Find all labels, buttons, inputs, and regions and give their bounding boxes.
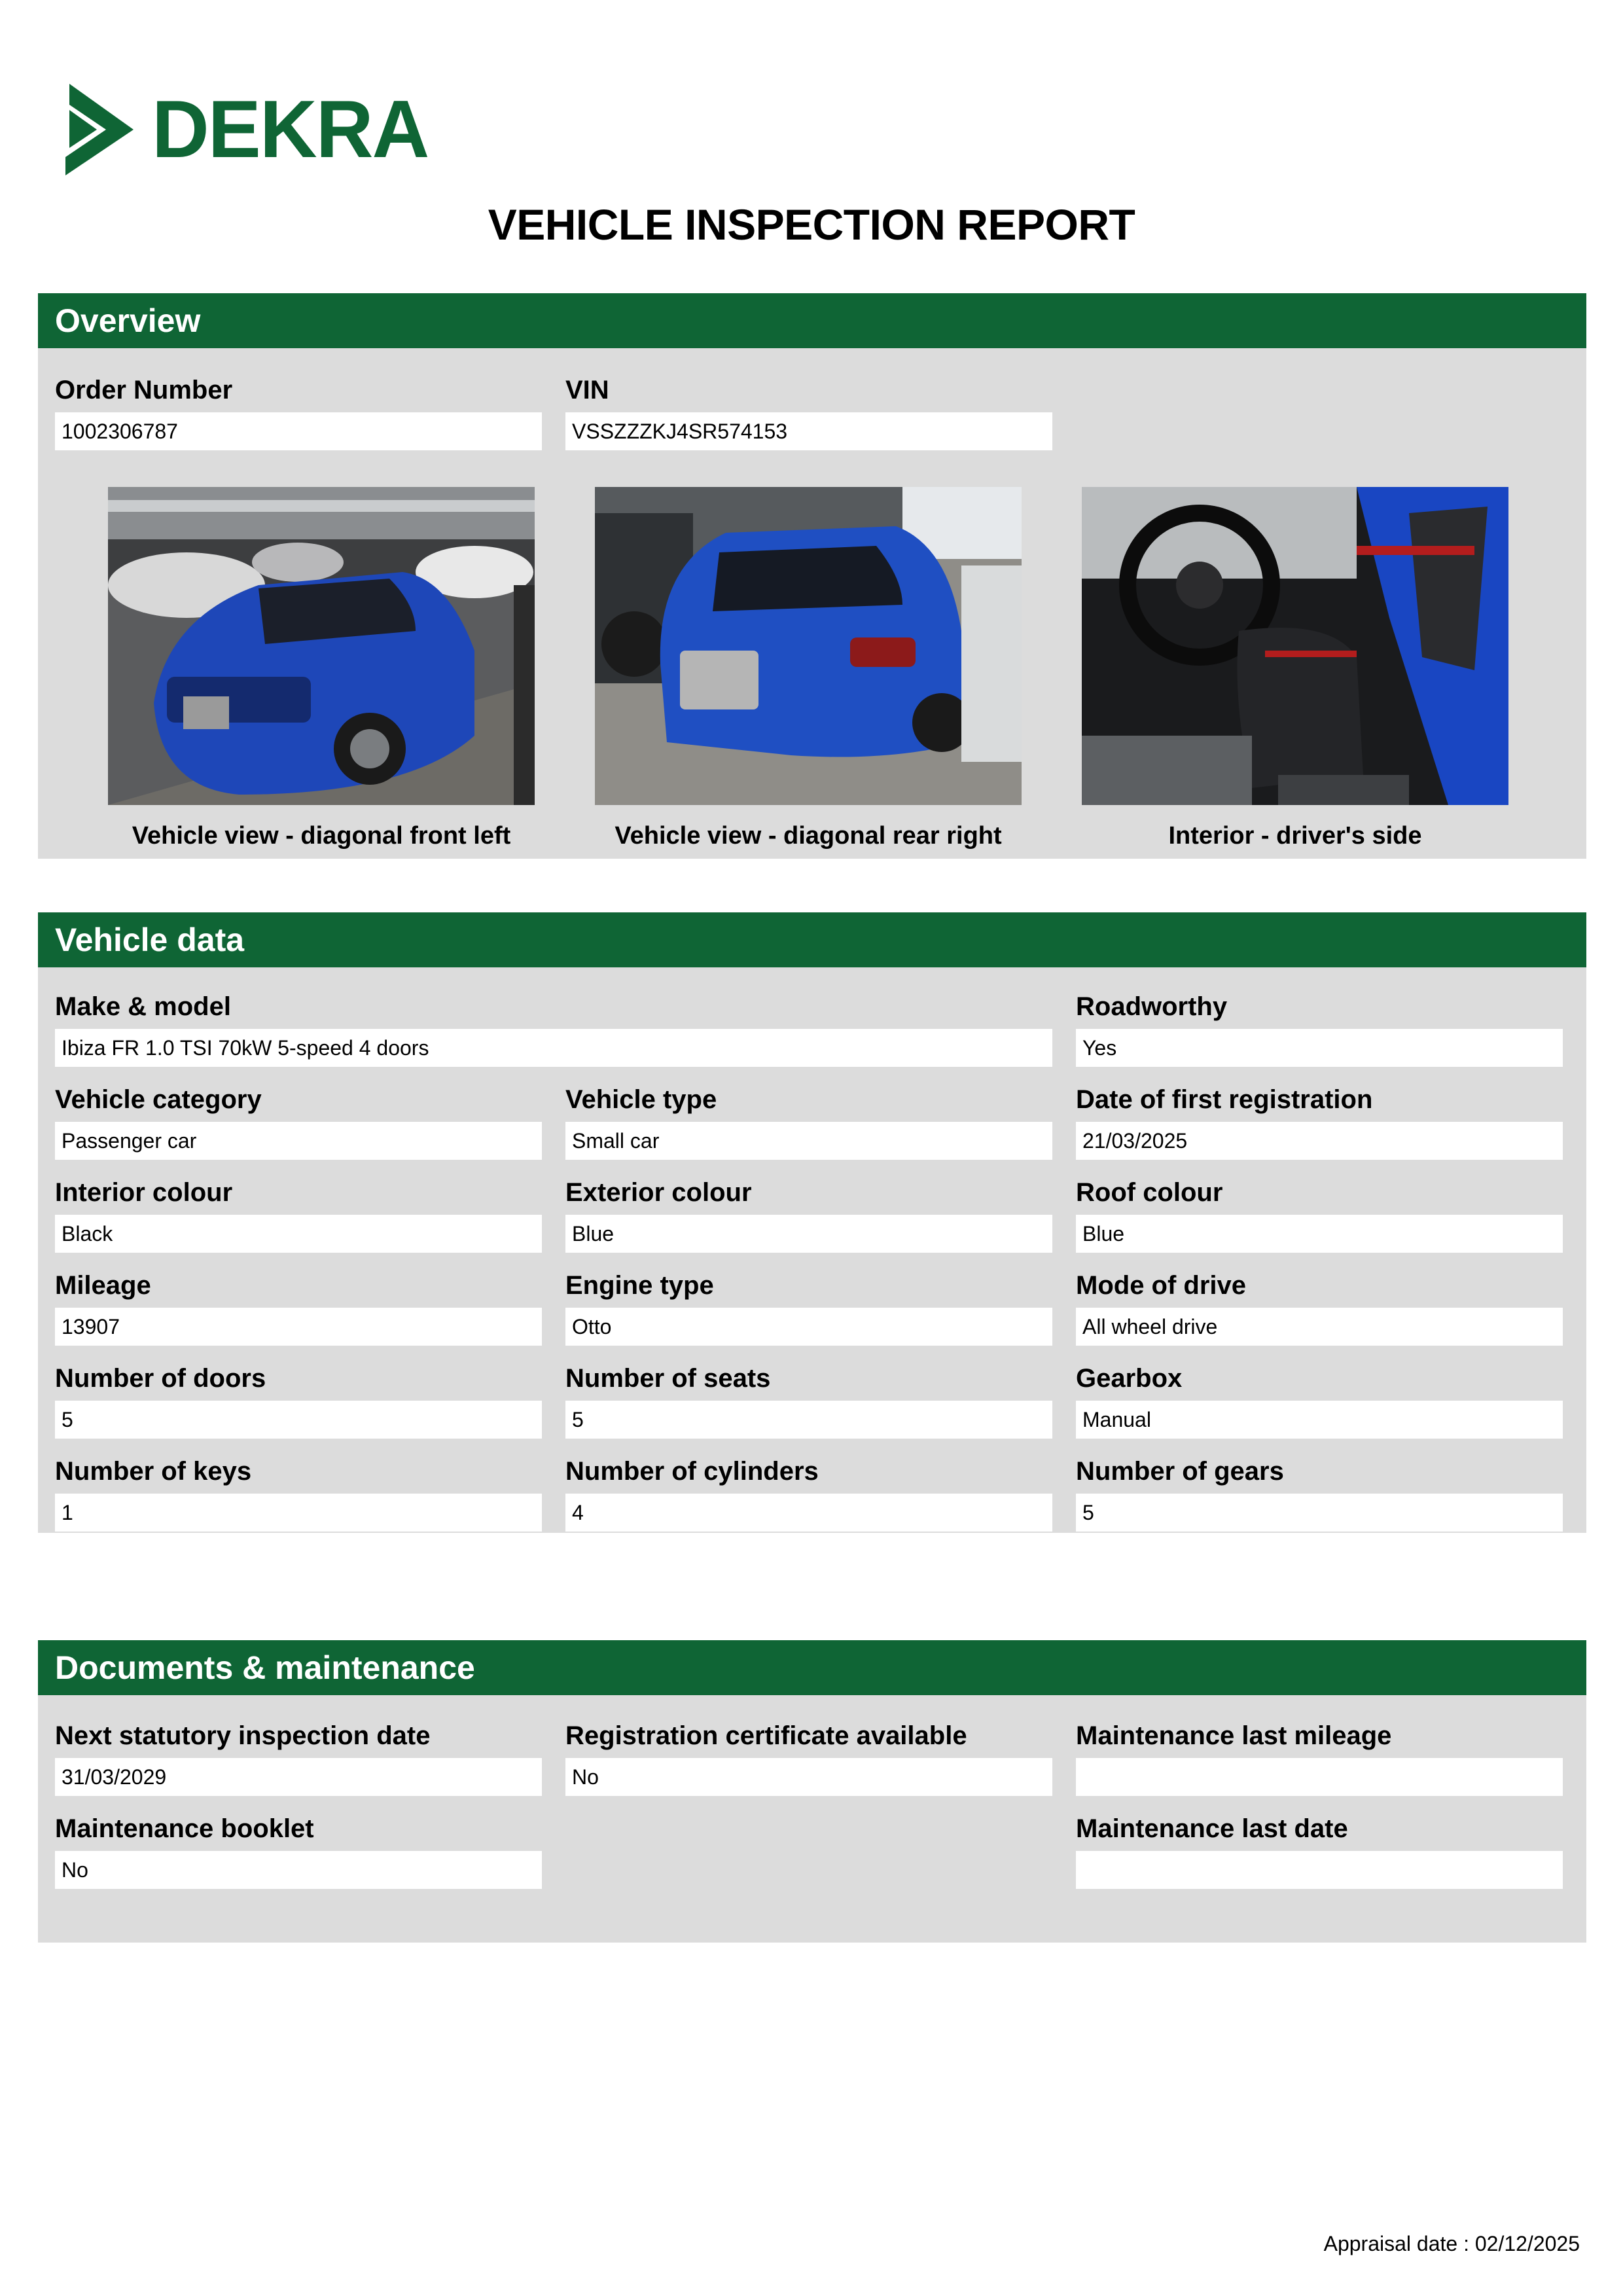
field-label: Interior colour <box>55 1178 233 1207</box>
field-label: Roof colour <box>1076 1178 1223 1207</box>
section-header-vehicle-data: Vehicle data <box>38 912 1586 967</box>
maintenance-last-mileage-field <box>1076 1720 1563 1796</box>
mode-of-drive-field <box>1076 1270 1563 1346</box>
field-label: Next statutory inspection date <box>55 1721 431 1750</box>
field-label: Vehicle category <box>55 1085 262 1114</box>
field-label: Order Number <box>55 376 233 404</box>
brand-name: DEKRA <box>152 84 429 175</box>
documents-section <box>38 1640 1586 1943</box>
field-value: Yes <box>1076 1029 1563 1067</box>
photo-caption: Vehicle view - diagonal front left <box>132 822 511 850</box>
order-number-field <box>55 374 542 450</box>
interior-colour-field <box>55 1177 542 1253</box>
field-label: Mode of drive <box>1076 1271 1247 1300</box>
maintenance-last-date-field <box>1076 1813 1563 1889</box>
field-label: Make & model <box>55 992 231 1021</box>
dekra-mark-icon <box>60 84 134 175</box>
field-value: 1 <box>55 1494 542 1532</box>
field-value: Otto <box>565 1308 1052 1346</box>
field-label: Number of seats <box>565 1364 771 1393</box>
section-header-overview: Overview <box>38 293 1586 348</box>
vehicle-category-field <box>55 1084 542 1160</box>
photo-interior <box>1082 487 1508 850</box>
roof-colour-field <box>1076 1177 1563 1253</box>
field-value <box>1076 1851 1563 1889</box>
field-value: Black <box>55 1215 542 1253</box>
field-label: Number of doors <box>55 1364 266 1393</box>
make-model-field <box>55 991 1052 1067</box>
field-value: No <box>55 1851 542 1889</box>
field-value: 5 <box>565 1401 1052 1439</box>
field-label: Date of first registration <box>1076 1085 1373 1114</box>
number-of-cylinders-field <box>565 1456 1052 1532</box>
roadworthy-field <box>1076 991 1563 1067</box>
field-label: Mileage <box>55 1271 151 1300</box>
first-registration-field <box>1076 1084 1563 1160</box>
car-interior-photo <box>1082 487 1508 805</box>
field-value: VSSZZZKJ4SR574153 <box>565 412 1052 450</box>
field-value: Small car <box>565 1122 1052 1160</box>
dekra-logo <box>60 84 434 175</box>
field-label: Vehicle type <box>565 1085 717 1114</box>
field-value: All wheel drive <box>1076 1308 1563 1346</box>
field-label: Engine type <box>565 1271 714 1300</box>
section-header-documents: Documents & maintenance <box>38 1640 1586 1695</box>
field-value: 13907 <box>55 1308 542 1346</box>
vehicle-type-field <box>565 1084 1052 1160</box>
field-label: Gearbox <box>1076 1364 1183 1393</box>
field-value: Passenger car <box>55 1122 542 1160</box>
car-rear-right-photo <box>595 487 1022 805</box>
appraisal-date: Appraisal date : 02/12/2025 <box>1323 2232 1580 2255</box>
field-label: Maintenance last date <box>1076 1814 1348 1843</box>
field-value: 5 <box>1076 1494 1563 1532</box>
field-label: Exterior colour <box>565 1178 752 1207</box>
field-label: Maintenance last mileage <box>1076 1721 1392 1750</box>
field-label: Roadworthy <box>1076 992 1228 1021</box>
field-label: Number of cylinders <box>565 1457 819 1486</box>
field-label: Registration certificate available <box>565 1721 967 1750</box>
photo-caption: Interior - driver's side <box>1168 822 1422 850</box>
engine-type-field <box>565 1270 1052 1346</box>
gearbox-field <box>1076 1363 1563 1439</box>
maintenance-booklet-field <box>55 1813 542 1889</box>
field-value: Manual <box>1076 1401 1563 1439</box>
vehicle-data-section <box>38 912 1586 1533</box>
next-inspection-field <box>55 1720 542 1796</box>
exterior-colour-field <box>565 1177 1052 1253</box>
photo-caption: Vehicle view - diagonal rear right <box>615 822 1002 850</box>
registration-certificate-field <box>565 1720 1052 1796</box>
field-value: 1002306787 <box>55 412 542 450</box>
number-of-keys-field <box>55 1456 542 1532</box>
field-label: Maintenance booklet <box>55 1814 314 1843</box>
number-of-doors-field <box>55 1363 542 1439</box>
field-value: Blue <box>1076 1215 1563 1253</box>
field-label: Number of keys <box>55 1457 252 1486</box>
field-label: VIN <box>565 376 609 404</box>
overview-section <box>38 293 1586 859</box>
field-value: 21/03/2025 <box>1076 1122 1563 1160</box>
car-front-left-photo <box>108 487 535 805</box>
photo-rear-right <box>595 487 1022 850</box>
number-of-seats-field <box>565 1363 1052 1439</box>
field-value: Ibiza FR 1.0 TSI 70kW 5-speed 4 doors <box>55 1029 1052 1067</box>
field-value: 4 <box>565 1494 1052 1532</box>
field-value <box>1076 1758 1563 1796</box>
field-value: No <box>565 1758 1052 1796</box>
field-value: Blue <box>565 1215 1052 1253</box>
photo-front-left <box>108 487 535 850</box>
number-of-gears-field <box>1076 1456 1563 1532</box>
field-value: 5 <box>55 1401 542 1439</box>
mileage-field <box>55 1270 542 1346</box>
vin-field <box>565 374 1052 450</box>
field-value: 31/03/2029 <box>55 1758 542 1796</box>
field-label: Number of gears <box>1076 1457 1284 1486</box>
page-title: VEHICLE INSPECTION REPORT <box>488 200 1135 249</box>
